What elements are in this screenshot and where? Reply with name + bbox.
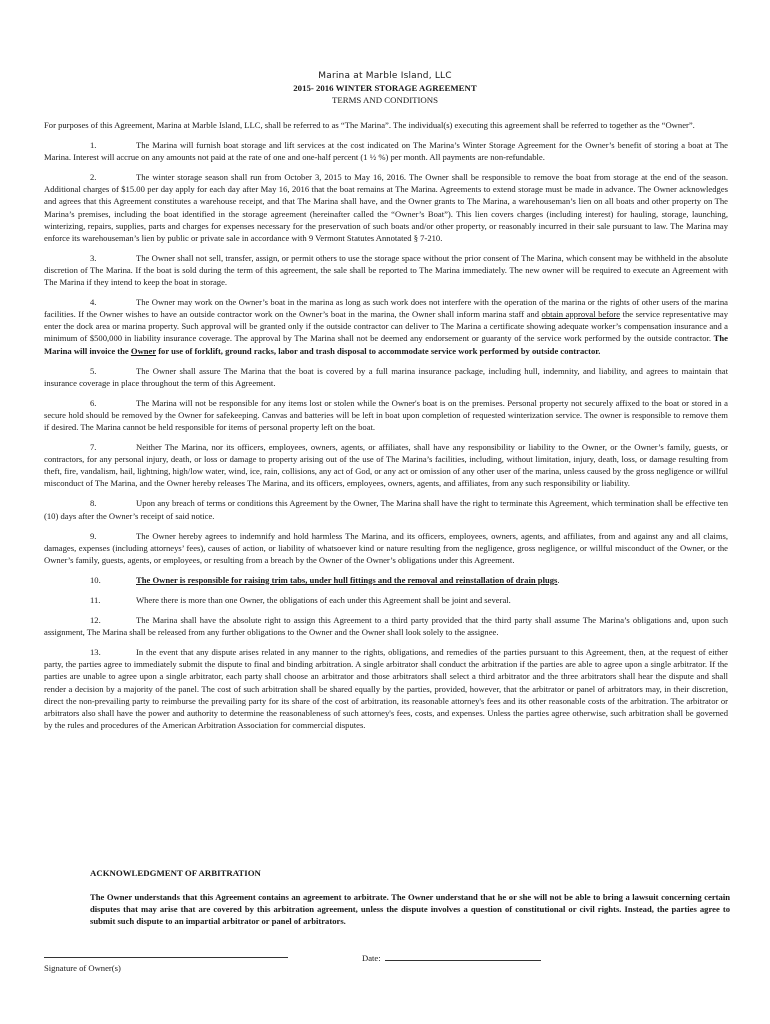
clause-number: 1. (90, 140, 97, 151)
clause-text: The Owner shall assure The Marina that the boat is covered by a full marina insurance package, including hull, indemnity, and liability, and agrees to maintain that insurance coverage in place throughout the term of this Agreement. (44, 365, 728, 388)
clause-number: 10. (90, 574, 101, 585)
clause-10: 10. The Owner is responsible for raising trim tabs, under hull fittings and the removal and reinstallation of drain plugs. (90, 574, 560, 585)
clause-text: Neither The Marina, nor its officers, employees, owners, agents, or affiliates, shall have any responsibility or liability to the Owner, or the Owner’s family, guests, or contractors, for any personal injury, death, or loss or damage to property arising out of the use of The Marina’s facilities, including, without limitation, injury, death, loss, or damage resulting from theft, fire, vandalism, hail, lightning, high/low water, wind, ice, rain, collisions, any act of God, or any act or omission of any other user of the marina, unless caused by the gross negligence or willful misconduct of The Marina, and the Owner hereby releases The Marina, and its officers, employees, owners, agents, and affiliates, from any such responsibility or liability. (44, 442, 728, 489)
clause-text-bold: for use of forklift, ground racks, labor and trash disposal to accommodate service work performed by outside contractor. (156, 345, 601, 356)
clause-6 (44, 397, 728, 433)
clause-text: the service representative may enter the dock area or marina property. Such approval will be granted only if the outside contractor can deliver to The Marina a certificate showing adequate worker’s compensation insurance and a minimum of $500,000 in liability insurance coverage. The approval by The Marina shall not be deemed any endorsement or guaranty of the service work performed by the outside contractor. (44, 309, 729, 344)
clause-text-bold-underlined: The Owner is responsible for raising trim tabs, under hull fittings and the removal and reinstallation of drain plugs (136, 574, 558, 585)
clause-number: 13. (90, 647, 101, 658)
clause-text: The Marina shall have the absolute right to assign this Agreement to a third party provided that the third party shall assume The Marina’s obligations and, upon such assignment, The Marina shall be released from any further obligations to the Owner and the Owner shall look solely to the assignee. (44, 615, 728, 638)
signature-line[interactable] (44, 957, 288, 958)
signature-label: Signature of Owner(s) (44, 963, 121, 973)
clause-text: The Owner hereby agrees to indemnify and hold harmless The Marina, and its officers, employees, owners, agents, and affiliates, from and against any and all claims, damages, expenses (including attorneys’ fees), causes of action, or liability of whatsoever kind or nature resulting from the negligence, gross negligence, or willful misconduct of the Owner, or the Owner’s family, guests, agents, or employees, or resulting from a breach by the Owner of the Owner’s obligations under this Agreement. (44, 530, 728, 565)
acknowledgment-text: The Owner understands that this Agreement contains an agreement to arbitrate. The Owner understand that he or she will not be able to bring a lawsuit concerning certain disputes that may arise that are covered by this arbitration agreement, unless the dispute involves a question of constitutional or civil rights. Instead, the parties agree to submit such dispute to an impartial arbitrator or panel of arbitrators. (90, 892, 730, 927)
clause-number: 5. (90, 365, 97, 376)
clause-text: The winter storage season shall run from October 3, 2015 to May 16, 2016. The Owner shall be responsible to remove the boat from storage at the end of the season. Additional charges of $15.00 per day apply for each day after May 16, 2016 that the boat remains at The Marina. Agreements to extend storage must be made in advance. The Owner acknowledges and agrees that this Agreement constitutes a warehouse receipt, and that The Marina shall have, and the Owner grants to The Marina, a warehouseman’s lien on all boats and other property on The Marina’s premises, including the boat identified in the storage agreement (hereinafter called the “Owner’s Boat”). This lien covers charges (including interest) for hauling, storage, launching, winterizing, repairs, supplies, parts and charges for expenses necessary for the preservation of such boats and/or other property, or reasonably incurred in their sale pursuant to law. The Marina may enforce its warehouseman’s lien by public or private sale in accordance with 9 Vermont Statutes Annotated § 7-210. (44, 172, 728, 243)
clause-11 (44, 594, 728, 606)
clause-2 (44, 171, 728, 244)
clause-text-underlined: obtain approval before (541, 309, 621, 320)
clause-8 (44, 497, 728, 521)
clause-3 (44, 252, 728, 288)
date-line[interactable] (385, 952, 541, 961)
acknowledgment-title: ACKNOWLEDGMENT OF ARBITRATION (90, 868, 261, 878)
clause-12 (44, 614, 728, 638)
clause-9 (44, 530, 728, 566)
clause-4 (44, 296, 728, 356)
clause-text: The Owner shall not sell, transfer, assign, or permit others to use the storage space without the prior consent of The Marina, which consent may be withheld in the absolute discretion of The Marina. If the boat is sold during the term of this agreement, the sale shall be reported to The Marina immediately. The new owner will be required to execute an Agreement with The Marina if they intend to keep the boat in storage. (44, 252, 728, 288)
clause-number: 8. (90, 498, 97, 509)
clause-number: 6. (90, 397, 97, 408)
clause-number: 11. (90, 595, 101, 605)
clause-number: 12. (90, 615, 101, 626)
intro-paragraph: For purposes of this Agreement, Marina at Marble Island, LLC, shall be referred to as “The Marina”. The individual(s) executing this agreement shall be referred to together as the “Owner”. (44, 120, 695, 130)
clause-text: The Owner may work on the Owner’s boat in the marina as long as such work does not interfere with the operation of the marina or the rights of other users of the marina facilities. If the Owner wishes to have an outside contractor work on the Owner’s boat in the marina, the Owner shall inform marina staff and (44, 297, 728, 320)
clause-text: In the event that any dispute arises related in any manner to the rights, obligations, and remedies of the parties pursuant to this Agreement, then, at the request of either party, the parties agree to immediately submit the dispute to final and binding arbitration. A single arbitrator shall conduct the arbitration if the parties are able to agree upon a single arbitrator. If the parties are unable to agree upon a single arbitrator, each party shall choose an arbitrator and those arbitrators shall select a third arbitrator and the three arbitrators shall hear the dispute and shall render a decision by a majority of the panel. The cost of such arbitration shall be shared equally by the parties, provided, however, that the arbitrator or panel of arbitrators may, in their discretion, direct the non-prevailing party to reimburse the prevailing party for its share of the cost of arbitration, its reasonable attorney's fees and its other reasonable costs of the arbitration. The arbitrator or arbitrators also shall have the power and authority to determine the reasonableness of such attorney's fees, costs, and expenses. Unless the parties agree otherwise, such arbitration shall be governed by the rules and procedures of the American Arbitration Association for commercial disputes. (44, 647, 728, 730)
clause-number: 4. (90, 297, 97, 308)
clause-text: Upon any breach of terms or conditions this Agreement by the Owner, The Marina shall have the right to terminate this Agreement, which termination shall be effective ten (10) days after the Owner’s receipt of said notice. (44, 498, 728, 521)
clause-number: 9. (90, 530, 97, 541)
date-label: Date: (362, 953, 381, 963)
clause-5 (44, 365, 728, 389)
agreement-body (44, 119, 728, 739)
clause-number: 3. (90, 252, 97, 263)
clause-text: The Marina will furnish boat storage and lift services at the cost indicated on The Marina’s Winter Storage Agreement for the Owner’s benefit of storing a boat at The Marina. Interest will accrue on any amounts not paid at the rate of one and one-half percent (1 ½ %) per month. All payments are non-refundable. (44, 140, 728, 163)
clause-text: The Marina will not be responsible for any items lost or stolen while the Owner's boat is on the premises. Personal property not securely affixed to the boat or stored in a secure hold should be removed by the Owner for safekeeping. Canvas and batteries will be left in boat upon completion of requested winterization service. The owner is responsible to remove them if desired. The Marina cannot be held responsible for items of personal property left on the boat. (44, 397, 728, 432)
clause-13 (44, 646, 728, 731)
clause-number: 7. (90, 442, 97, 453)
clause-text: Where there is more than one Owner, the obligations of each under this Agreement shall be joint and several. (136, 595, 511, 605)
company-name: Marina at Marble Island, LLC (318, 71, 452, 81)
agreement-subtitle: TERMS AND CONDITIONS (331, 95, 439, 105)
clause-text-bold: The Marina will invoice the (44, 333, 728, 356)
date-field (362, 952, 541, 964)
clause-text-bold-underlined: Owner (130, 345, 157, 356)
clause-7 (44, 441, 728, 489)
document-header (0, 70, 770, 106)
agreement-title: 2015- 2016 WINTER STORAGE AGREEMENT (293, 83, 477, 93)
clause-1 (44, 139, 728, 163)
clause-number: 2. (90, 172, 97, 183)
